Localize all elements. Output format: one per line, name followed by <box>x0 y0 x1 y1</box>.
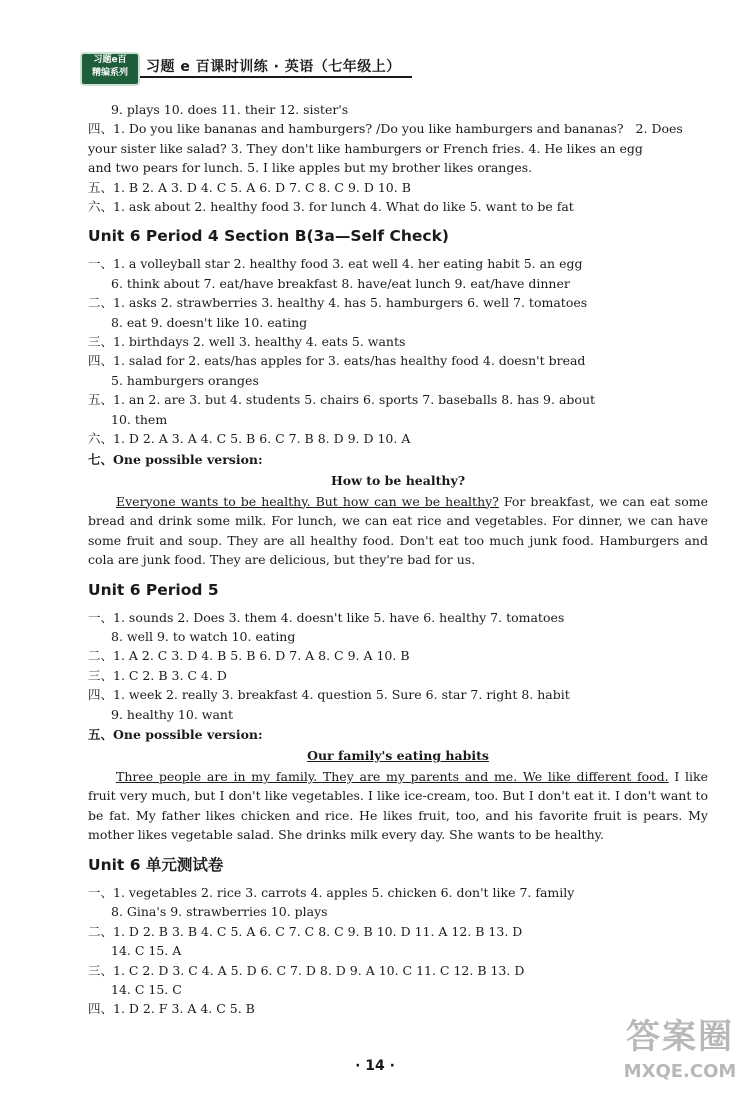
page-header <box>80 52 410 80</box>
answer-line: 14. C 15. A <box>111 943 182 959</box>
answer-line: 一、1. sounds 2. Does 3. them 4. doesn't like 5. have 6. healthy 7. tomatoes <box>88 609 565 625</box>
answer-line: 10. them <box>111 411 168 427</box>
answer-line: 四、1. Do you like bananas and hamburgers? /Do you like hamburgers and bananas? 2. Does <box>88 121 683 137</box>
answer-line: 六、1. ask about 2. healthy food 3. for lunch 4. What do like 5. want to be fat <box>88 199 574 215</box>
answer-line: 8. well 9. to watch 10. eating <box>111 628 296 644</box>
answer-line: and two pears for lunch. 5. I like apples but my brother likes oranges. <box>88 160 533 176</box>
answer-line: 9. plays 10. does 11. their 12. sister's <box>111 102 349 117</box>
answer-line: 一、1. vegetables 2. rice 3. carrots 4. apples 5. chicken 6. don't like 7. family <box>88 884 575 900</box>
answer-line: 三、1. C 2. B 3. C 4. D <box>88 667 227 683</box>
header-rule <box>140 76 412 78</box>
answer-line: 一、1. a volleyball star 2. healthy food 3. eat well 4. her eating habit 5. an egg <box>88 256 583 272</box>
essay-body-text: I like fruit very much, but I don't like vegetables. I like ice-cream, too. But I don't eat it. I don't want to be fat. My father likes chicken and rice. He likes fruit, too, and his favorite fruit is pears. My mother likes vegetable salad. She drinks milk every day. She wants to be healthy. <box>88 768 708 843</box>
answer-line: 五、1. B 2. A 3. D 4. C 5. A 6. D 7. C 8. C 9. D 10. B <box>88 179 411 195</box>
version-label: 七、One possible version: <box>88 451 263 467</box>
page-number: · 14 · <box>355 1058 395 1074</box>
series-title: 习题 e 百课时训练 · 英语（七年级上） <box>146 59 401 75</box>
answer-line: 二、1. asks 2. strawberries 3. healthy 4. has 5. hamburgers 6. well 7. tomatoes <box>88 295 588 311</box>
essay-underlined-sentence: Everyone wants to be healthy. But how can we be healthy? <box>116 493 499 509</box>
answer-line: 三、1. birthdays 2. well 3. healthy 4. eats 5. wants <box>88 334 406 350</box>
answer-line: 8. Gina's 9. strawberries 10. plays <box>111 904 328 920</box>
answer-line: 三、1. C 2. D 3. C 4. A 5. D 6. C 7. D 8. D 9. A 10. C 11. C 12. B 13. D <box>88 962 525 978</box>
answer-content <box>88 100 708 1019</box>
section-title: Unit 6 Period 4 Section B(3a—Self Check) <box>88 227 450 246</box>
essay-title: Our family's eating habits <box>307 747 489 763</box>
section-title: Unit 6 Period 5 <box>88 580 219 599</box>
series-logo: 习题e百 精编系列 <box>80 52 140 86</box>
answer-line: your sister like salad? 3. They don't like hamburgers or French fries. 4. He likes an egg <box>88 140 643 156</box>
answer-line: 二、1. D 2. B 3. B 4. C 5. A 6. C 7. C 8. C 9. B 10. D 11. A 12. B 13. D <box>88 923 523 939</box>
answer-line: 四、1. D 2. F 3. A 4. C 5. B <box>88 1001 255 1017</box>
answer-line: 六、1. D 2. A 3. A 4. C 5. B 6. C 7. B 8. D 9. D 10. A <box>88 431 411 447</box>
section-title: Unit 6 单元测试卷 <box>88 855 224 874</box>
answer-line: 四、1. week 2. really 3. breakfast 4. question 5. Sure 6. star 7. right 8. habit <box>88 687 570 703</box>
answer-line: 二、1. A 2. C 3. D 4. B 5. B 6. D 7. A 8. C 9. A 10. B <box>88 648 410 664</box>
essay-paragraph <box>88 492 708 570</box>
essay-body-text: For breakfast, we can eat some bread and drink some milk. For lunch, we can eat rice and vegetables. For dinner, we can have some fruit and soup. They are all healthy food. Don't eat too much junk food. Hamburgers and cola are junk food. They are delicious, but they're bad for us. <box>88 493 708 567</box>
essay-paragraph <box>88 767 708 845</box>
answer-line: 四、1. salad for 2. eats/has apples for 3. eats/has healthy food 4. doesn't bread <box>88 353 586 369</box>
answer-line: 5. hamburgers oranges <box>111 372 259 388</box>
watermark-logo: 答案圈 MXQE.COM <box>623 1017 737 1082</box>
answer-line: 6. think about 7. eat/have breakfast 8. have/eat lunch 9. eat/have dinner <box>111 275 570 291</box>
answer-line: 9. healthy 10. want <box>111 706 233 722</box>
version-label: 五、One possible version: <box>88 726 263 742</box>
answer-line: 14. C 15. C <box>111 981 182 997</box>
answer-line: 8. eat 9. doesn't like 10. eating <box>111 314 308 330</box>
essay-title: How to be healthy? <box>330 472 466 488</box>
essay-underlined-sentence: Three people are in my family. They are my parents and me. We like different food. <box>116 768 669 784</box>
answer-line: 五、1. an 2. are 3. but 4. students 5. chairs 6. sports 7. baseballs 8. has 9. about <box>88 392 596 408</box>
